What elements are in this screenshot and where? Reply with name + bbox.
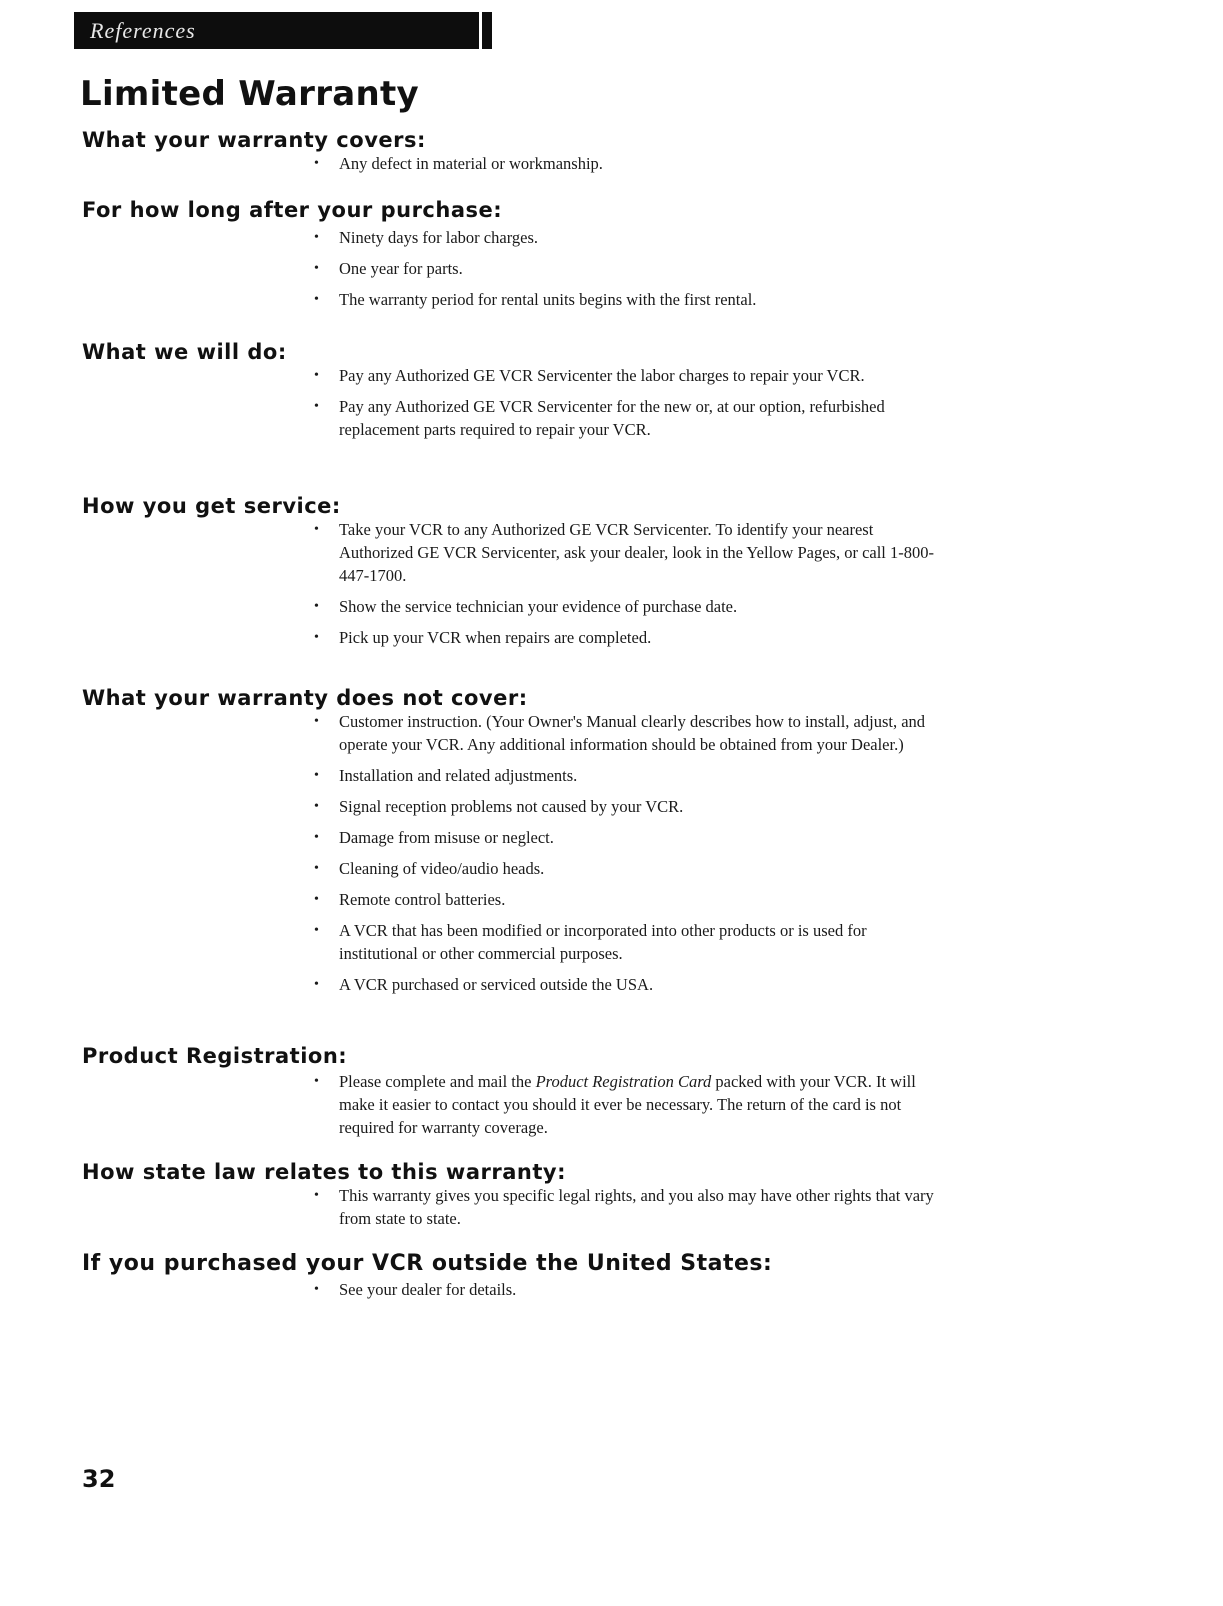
section-heading: For how long after your purchase:: [82, 198, 503, 222]
section-heading: If you purchased your VCR outside the United States:: [82, 1251, 773, 1276]
bullet-icon: •: [314, 230, 319, 245]
bullet-icon: •: [314, 1074, 319, 1089]
bullet-icon: •: [314, 522, 319, 537]
list-item: • Damage from misuse or neglect.: [314, 828, 554, 847]
bullet-icon: •: [314, 799, 319, 814]
bullet-list: [314, 518, 942, 649]
bullet-list: [314, 364, 942, 441]
section-header-label: References: [90, 18, 196, 43]
bullet-icon: •: [314, 892, 319, 907]
section-how-long: [82, 198, 942, 319]
list-item: • Pay any Authorized GE VCR Servicenter the labor charges to repair your VCR.: [314, 366, 865, 385]
list-item: • Customer instruction. (Your Owner's Manual clearly describes how to install, adjust, and operate your VCR. Any additional information should be obtained from your Dealer.): [314, 712, 926, 754]
section-heading: What your warranty does not cover:: [82, 686, 528, 710]
list-item: • Any defect in material or workmanship.: [314, 154, 603, 173]
bullet-list: [314, 226, 942, 311]
list-item: • Installation and related adjustments.: [314, 766, 578, 785]
section-does-not-cover: [82, 686, 942, 1004]
bullet-icon: •: [314, 292, 319, 307]
section-state-law: [82, 1160, 942, 1238]
section-heading: How you get service:: [82, 494, 341, 518]
section-heading: What your warranty covers:: [82, 128, 426, 152]
list-item: • Cleaning of video/audio heads.: [314, 859, 545, 878]
list-item: • Pay any Authorized GE VCR Servicenter for the new or, at our option, refurbished replacement parts required to repair your VCR.: [314, 397, 885, 439]
bullet-icon: •: [314, 923, 319, 938]
bullet-icon: •: [314, 399, 319, 414]
section-what-we-do: [82, 340, 942, 449]
registration-card-title: Product Registration Card: [535, 1072, 712, 1091]
section-heading: What we will do:: [82, 340, 287, 364]
list-item: • A VCR purchased or serviced outside the USA.: [314, 975, 654, 994]
page-number: 32: [82, 1465, 116, 1493]
header-bar-divider: [479, 12, 482, 49]
list-item: • This warranty gives you specific legal rights, and you also may have other rights that vary from state to state.: [314, 1186, 934, 1228]
list-item: • Show the service technician your evidence of purchase date.: [314, 597, 738, 616]
section-heading: Product Registration:: [82, 1044, 348, 1068]
list-item: • Take your VCR to any Authorized GE VCR Servicenter. To identify your nearest Authorized GE VCR Servicenter, ask your dealer, look in the Yellow Pages, or call 1-800-447-1700.: [314, 520, 934, 585]
bullet-icon: •: [314, 1282, 319, 1297]
bullet-icon: •: [314, 861, 319, 876]
list-item: • A VCR that has been modified or incorporated into other products or is used for institutional or other commercial purposes.: [314, 921, 867, 963]
bullet-icon: •: [314, 1188, 319, 1203]
list-item: • The warranty period for rental units begins with the first rental.: [314, 290, 757, 309]
bullet-list: [314, 1278, 942, 1301]
bullet-icon: •: [314, 977, 319, 992]
section-heading: How state law relates to this warranty:: [82, 1160, 566, 1184]
list-item: • Pick up your VCR when repairs are completed.: [314, 628, 652, 647]
bullet-icon: •: [314, 261, 319, 276]
section-outside-us: [82, 1252, 942, 1309]
section-get-service: [82, 494, 942, 657]
bullet-icon: •: [314, 714, 319, 729]
bullet-icon: •: [314, 599, 319, 614]
page-title: Limited Warranty: [80, 74, 420, 114]
bullet-icon: •: [314, 630, 319, 645]
list-item: • Remote control batteries.: [314, 890, 506, 909]
bullet-list: [314, 710, 942, 996]
bullet-icon: •: [314, 368, 319, 383]
list-item: • Ninety days for labor charges.: [314, 228, 539, 247]
list-item: • One year for parts.: [314, 259, 463, 278]
section-warranty-covers: [82, 128, 942, 183]
section-header-bar: [74, 12, 492, 49]
section-product-registration: [82, 1044, 942, 1147]
list-item: • Signal reception problems not caused by your VCR.: [314, 797, 684, 816]
list-item: • See your dealer for details.: [314, 1280, 517, 1299]
bullet-list: [314, 1184, 942, 1230]
bullet-icon: •: [314, 830, 319, 845]
bullet-list: [314, 152, 942, 175]
bullet-icon: •: [314, 768, 319, 783]
bullet-icon: •: [314, 156, 319, 171]
list-item: • Please complete and mail the Product Registration Card packed with your VCR. It will make it easier to contact you should it ever be necessary. The return of the card is not required for warranty coverage.: [314, 1072, 916, 1137]
bullet-list: [314, 1070, 942, 1139]
